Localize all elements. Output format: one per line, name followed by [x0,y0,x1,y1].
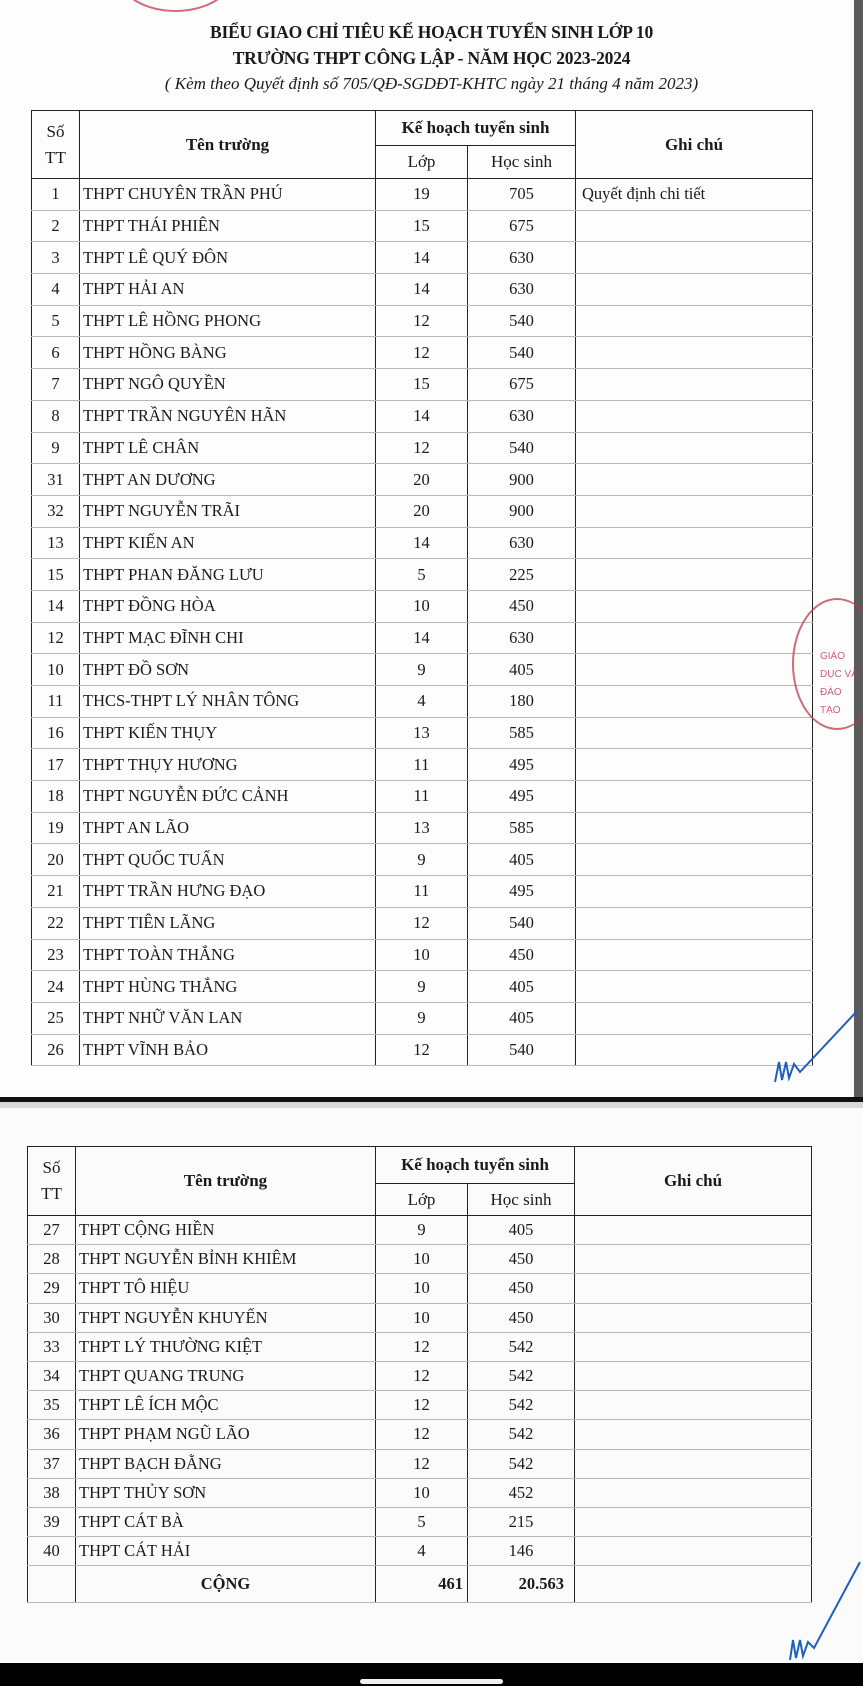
school-name: THPT NGUYỄN BỈNH KHIÊM [76,1245,376,1274]
note-cell [576,876,813,908]
table-row [28,1332,812,1361]
student-count: 585 [468,717,576,749]
note-cell [576,622,813,654]
class-count: 11 [376,749,468,781]
student-count: 215 [468,1507,575,1536]
table-row [32,432,813,464]
signature-page-1 [770,1000,863,1090]
student-count: 450 [468,1303,575,1332]
header-enrollment-plan: Kế hoạch tuyển sinh [376,1147,575,1184]
note-cell [575,1303,812,1332]
note-cell [576,369,813,401]
school-name: THCS-THPT LÝ NHÂN TÔNG [80,686,376,718]
table-row [28,1361,812,1390]
student-count: 540 [468,907,576,939]
class-count: 11 [376,876,468,908]
class-count: 10 [376,1274,468,1303]
class-count: 20 [376,495,468,527]
note-cell [576,749,813,781]
header-school-name: Tên trường [80,111,376,179]
school-name: THPT NGUYỄN ĐỨC CẢNH [80,781,376,813]
row-number: 9 [32,432,80,464]
school-name: THPT BẠCH ĐẰNG [76,1449,376,1478]
row-number: 26 [32,1034,80,1066]
table-row [32,400,813,432]
student-count: 225 [468,559,576,591]
row-number: 10 [32,654,80,686]
student-count: 540 [468,305,576,337]
school-name: THPT TRẦN HƯNG ĐẠO [80,876,376,908]
document-subtitle: ( Kèm theo Quyết định số 705/QĐ-SGDĐT-KHTC ngày 21 tháng 4 năm 2023) [164,74,699,93]
note-cell [576,274,813,306]
class-count: 14 [376,622,468,654]
class-count: 12 [376,907,468,939]
table-row [28,1216,812,1245]
school-name: THPT AN LÃO [80,812,376,844]
table-row [28,1449,812,1478]
school-name: THPT MẠC ĐĨNH CHI [80,622,376,654]
note-cell [576,305,813,337]
class-count: 14 [376,274,468,306]
school-name: THPT NHỮ VĂN LAN [80,1002,376,1034]
school-name: THPT THỤY HƯƠNG [80,749,376,781]
school-name: THPT HÙNG THẮNG [80,971,376,1003]
table-row [32,274,813,306]
school-name: THPT THỦY SƠN [76,1478,376,1507]
student-count: 405 [468,654,576,686]
table-row [32,590,813,622]
note-cell [576,654,813,686]
header-no-line2: TT [41,1184,62,1203]
class-count: 10 [376,590,468,622]
class-count: 9 [376,1002,468,1034]
note-cell [576,812,813,844]
note-cell [575,1216,812,1245]
student-count: 495 [468,749,576,781]
header-no-line1: Số [46,121,65,141]
class-count: 12 [376,305,468,337]
header-classes: Lớp [376,146,468,179]
note-cell [576,590,813,622]
row-number: 5 [32,305,80,337]
student-count: 630 [468,400,576,432]
row-number: 25 [32,1002,80,1034]
student-count: 900 [468,464,576,496]
enrollment-table-page-1 [31,110,813,1066]
class-count: 12 [376,1449,468,1478]
student-count: 450 [468,939,576,971]
school-name: THPT TIÊN LÃNG [80,907,376,939]
table-row [32,210,813,242]
note-cell [575,1332,812,1361]
table-row [32,1034,813,1066]
class-count: 12 [376,1391,468,1420]
school-name: THPT TÔ HIỆU [76,1274,376,1303]
class-count: 14 [376,527,468,559]
row-number: 3 [32,242,80,274]
student-count: 405 [468,1002,576,1034]
student-count: 675 [468,210,576,242]
class-count: 4 [376,1537,468,1566]
class-count: 10 [376,1245,468,1274]
student-count: 630 [468,274,576,306]
row-number: 6 [32,337,80,369]
table-row [28,1303,812,1332]
row-number: 17 [32,749,80,781]
table-row [32,781,813,813]
row-number: 28 [28,1245,76,1274]
note-cell [575,1274,812,1303]
row-number: 12 [32,622,80,654]
class-count: 5 [376,559,468,591]
row-number: 4 [32,274,80,306]
note-cell [576,337,813,369]
note-cell [576,844,813,876]
student-count: 630 [468,242,576,274]
row-number: 19 [32,812,80,844]
table-row [32,812,813,844]
row-number: 24 [32,971,80,1003]
school-name: THPT PHẠM NGŨ LÃO [76,1420,376,1449]
table-row [28,1274,812,1303]
school-name: THPT AN DƯƠNG [80,464,376,496]
row-number: 21 [32,876,80,908]
header-no [28,1147,76,1216]
school-name: THPT TOÀN THẮNG [80,939,376,971]
document-title-line-1: BIỂU GIAO CHỈ TIÊU KẾ HOẠCH TUYỂN SINH LỚP 10 [209,22,654,42]
note-cell [576,400,813,432]
class-count: 15 [376,369,468,401]
table-row [32,495,813,527]
table-row [32,907,813,939]
student-count: 405 [468,1216,575,1245]
table-body-page-1 [32,179,813,1066]
table-row [28,1245,812,1274]
header-note: Ghi chú [576,111,813,179]
class-count: 10 [376,939,468,971]
note-cell [576,432,813,464]
school-name: THPT CỘNG HIỀN [76,1216,376,1245]
row-number: 31 [32,464,80,496]
total-classes: 461 [376,1566,468,1603]
header-note: Ghi chú [575,1147,812,1216]
row-number: 20 [32,844,80,876]
table-row [32,844,813,876]
row-number: 33 [28,1332,76,1361]
class-count: 13 [376,717,468,749]
school-name: THPT LÝ THƯỜNG KIỆT [76,1332,376,1361]
student-count: 630 [468,622,576,654]
note-cell [575,1420,812,1449]
note-cell [576,210,813,242]
table-body-page-2 [28,1216,812,1566]
student-count: 180 [468,686,576,718]
table-row [32,971,813,1003]
school-name: THPT KIẾN THỤY [80,717,376,749]
note-cell [575,1537,812,1566]
class-count: 12 [376,337,468,369]
table-row [32,686,813,718]
note-cell [576,686,813,718]
student-count: 675 [468,369,576,401]
table-row [32,464,813,496]
row-number: 2 [32,210,80,242]
class-count: 11 [376,781,468,813]
student-count: 495 [468,876,576,908]
header-classes: Lớp [376,1184,468,1216]
home-indicator[interactable] [360,1679,503,1684]
student-count: 542 [468,1332,575,1361]
student-count: 146 [468,1537,575,1566]
school-name: THPT ĐỒ SƠN [80,654,376,686]
note-cell [575,1361,812,1390]
row-number: 35 [28,1391,76,1420]
total-students: 20.563 [468,1566,575,1603]
school-name: THPT LÊ QUÝ ĐÔN [80,242,376,274]
school-name: THPT NGÔ QUYỀN [80,369,376,401]
student-count: 495 [468,781,576,813]
class-count: 12 [376,1034,468,1066]
table-row [32,749,813,781]
student-count: 542 [468,1420,575,1449]
school-name: THPT LÊ CHÂN [80,432,376,464]
note-cell [576,907,813,939]
school-name: THPT KIẾN AN [80,527,376,559]
note-cell [576,971,813,1003]
row-number: 18 [32,781,80,813]
student-count: 450 [468,590,576,622]
school-name: THPT VĨNH BẢO [80,1034,376,1066]
header-enrollment-plan: Kế hoạch tuyển sinh [376,111,576,146]
header-no-line1: Số [42,1158,61,1177]
stamp-text: GIÁO DỤC VÀ ĐÀO TẠO [820,651,858,716]
student-count: 450 [468,1274,575,1303]
school-name: THPT QUỐC TUẤN [80,844,376,876]
school-name: THPT CÁT BÀ [76,1507,376,1536]
table-row [28,1420,812,1449]
student-count: 452 [468,1478,575,1507]
student-count: 540 [468,1034,576,1066]
note-cell [576,717,813,749]
note-cell [576,527,813,559]
student-count: 542 [468,1361,575,1390]
class-count: 14 [376,242,468,274]
table-row [32,654,813,686]
school-name: THPT HẢI AN [80,274,376,306]
class-count: 20 [376,464,468,496]
school-name: THPT HỒNG BÀNG [80,337,376,369]
class-count: 12 [376,1361,468,1390]
note-cell [575,1507,812,1536]
table-row [28,1391,812,1420]
note-cell: Quyết định chi tiết [576,179,813,211]
row-number: 37 [28,1449,76,1478]
class-count: 19 [376,179,468,211]
class-count: 15 [376,210,468,242]
note-cell [576,495,813,527]
row-number: 7 [32,369,80,401]
table-row [32,527,813,559]
row-number: 16 [32,717,80,749]
school-name: THPT NGUYỄN KHUYẾN [76,1303,376,1332]
class-count: 4 [376,686,468,718]
table-row [32,369,813,401]
student-count: 540 [468,337,576,369]
student-count: 900 [468,495,576,527]
class-count: 12 [376,1420,468,1449]
table-row [32,242,813,274]
note-cell [575,1449,812,1478]
class-count: 5 [376,1507,468,1536]
row-number: 22 [32,907,80,939]
row-number: 15 [32,559,80,591]
row-number: 32 [32,495,80,527]
table-row [28,1537,812,1566]
school-name: THPT TRẦN NGUYÊN HÃN [80,400,376,432]
table-row [32,305,813,337]
header-students: Học sinh [468,1184,575,1216]
student-count: 585 [468,812,576,844]
student-count: 405 [468,844,576,876]
class-count: 14 [376,400,468,432]
note-cell [576,781,813,813]
class-count: 13 [376,812,468,844]
note-cell [576,242,813,274]
school-name: THPT PHAN ĐĂNG LƯU [80,559,376,591]
school-name: THPT CÁT HẢI [76,1537,376,1566]
total-label: CỘNG [76,1566,376,1603]
page-edge-shadow [854,0,863,1100]
row-number: 11 [32,686,80,718]
row-number: 36 [28,1420,76,1449]
table-row [32,717,813,749]
table-row [28,1507,812,1536]
student-count: 405 [468,971,576,1003]
row-number: 39 [28,1507,76,1536]
table-row [32,337,813,369]
class-count: 12 [376,1332,468,1361]
school-name: THPT QUANG TRUNG [76,1361,376,1390]
header-no-line2: TT [45,147,66,167]
row-number: 8 [32,400,80,432]
note-cell [576,559,813,591]
class-count: 9 [376,654,468,686]
table-row [32,876,813,908]
student-count: 540 [468,432,576,464]
table-row [32,179,813,211]
total-note-cell [575,1566,812,1603]
class-count: 10 [376,1303,468,1332]
note-cell [575,1391,812,1420]
student-count: 542 [468,1449,575,1478]
note-cell [576,464,813,496]
note-cell [575,1245,812,1274]
table-row [32,939,813,971]
class-count: 9 [376,844,468,876]
class-count: 10 [376,1478,468,1507]
signature-page-2 [780,1560,863,1663]
class-count: 12 [376,432,468,464]
row-number: 14 [32,590,80,622]
header-no [32,111,80,179]
student-count: 542 [468,1391,575,1420]
note-cell [575,1478,812,1507]
row-number: 1 [32,179,80,211]
row-number: 34 [28,1361,76,1390]
row-number: 38 [28,1478,76,1507]
total-no-cell [28,1566,76,1603]
note-cell [576,939,813,971]
row-number: 40 [28,1537,76,1566]
row-number: 23 [32,939,80,971]
student-count: 705 [468,179,576,211]
school-name: THPT LÊ ÍCH MỘC [76,1391,376,1420]
school-name: THPT NGUYỄN TRÃI [80,495,376,527]
school-name: THPT THÁI PHIÊN [80,210,376,242]
row-number: 13 [32,527,80,559]
school-name: THPT CHUYÊN TRẦN PHÚ [80,179,376,211]
school-name: THPT LÊ HỒNG PHONG [80,305,376,337]
row-number: 27 [28,1216,76,1245]
header-students: Học sinh [468,146,576,179]
total-row [28,1566,812,1603]
class-count: 9 [376,1216,468,1245]
table-row [32,559,813,591]
table-row [32,1002,813,1034]
table-row [32,622,813,654]
row-number: 30 [28,1303,76,1332]
student-count: 630 [468,527,576,559]
document-title-line-2: TRƯỜNG THPT CÔNG LẬP - NĂM HỌC 2023-2024 [232,48,631,68]
header-school-name: Tên trường [76,1147,376,1216]
class-count: 9 [376,971,468,1003]
table-row [28,1478,812,1507]
row-number: 29 [28,1274,76,1303]
student-count: 450 [468,1245,575,1274]
enrollment-table-page-2 [27,1146,812,1603]
school-name: THPT ĐỒNG HÒA [80,590,376,622]
